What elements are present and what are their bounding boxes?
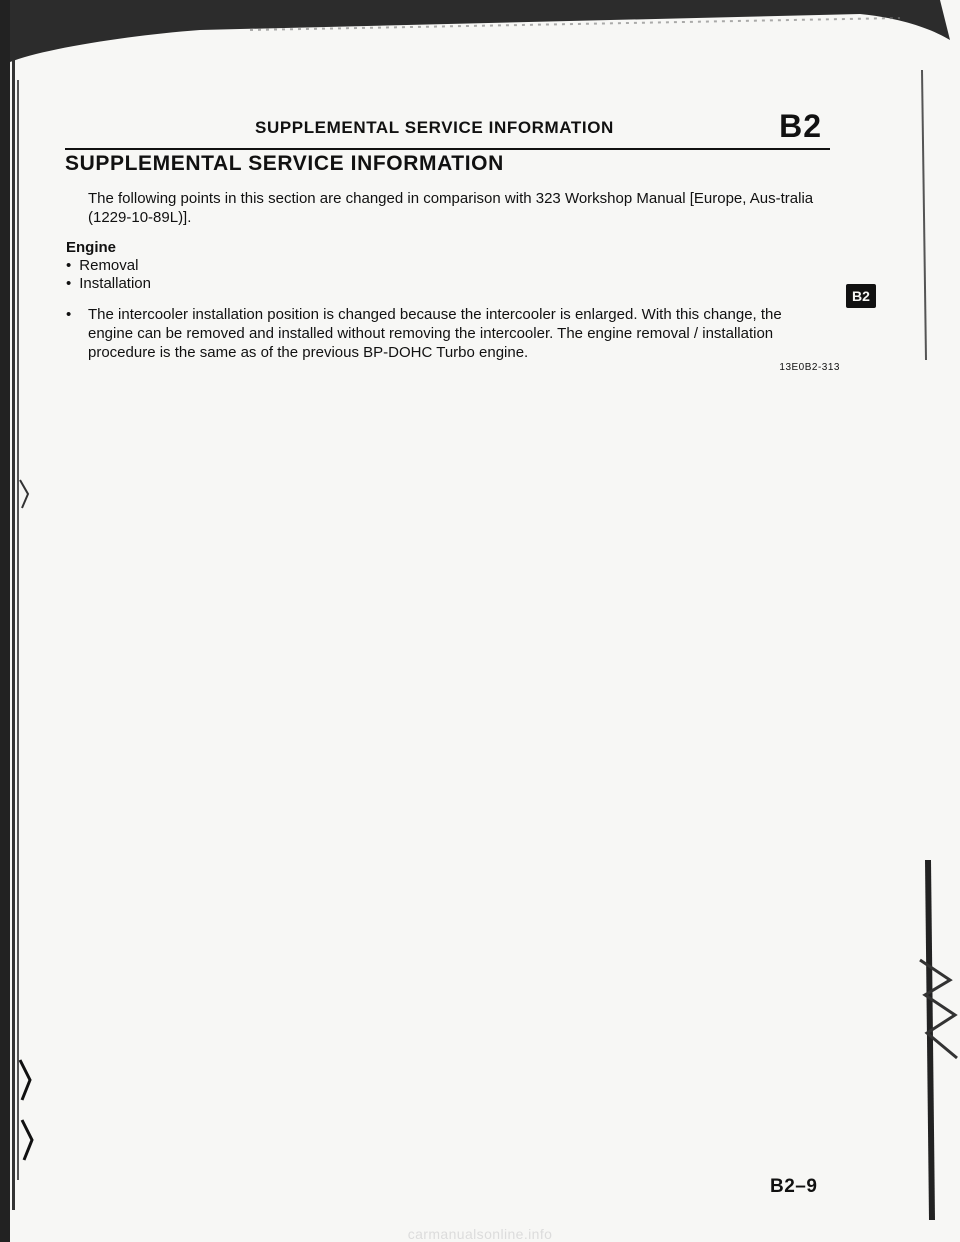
list-item: • Removal <box>66 257 151 275</box>
watermark: carmanualsonline.info <box>407 1226 553 1242</box>
intro-paragraph: The following points in this section are changed in comparison with 323 Workshop Manual [Europe, Aus-tralia (1229-10-89L)]. <box>88 190 814 226</box>
page-number: B2–9 <box>770 1176 818 1197</box>
scan-artifact-left-binding <box>0 0 40 1242</box>
scan-artifact-top <box>0 0 960 70</box>
section-title: SUPPLEMENTAL SERVICE INFORMATION <box>65 152 504 175</box>
engine-bullet-list <box>66 257 151 293</box>
section-code: B2 <box>779 108 822 144</box>
list-item: • Installation <box>66 275 151 293</box>
running-header <box>65 108 830 150</box>
bullet-icon: • <box>66 306 72 323</box>
scan-artifact-right-edge <box>900 0 960 1242</box>
section-tab-badge: B2 <box>846 284 876 308</box>
document-code: 13E0B2-313 <box>779 362 840 373</box>
intercooler-note-text: The intercooler installation position is changed because the intercooler is enlarged. With this change, the engine can be removed and installed without removing the intercooler. The engine removal / installation procedure is the same as of the previous BP-DOHC Turbo engine. <box>88 306 782 361</box>
intercooler-note <box>66 305 826 362</box>
running-title: SUPPLEMENTAL SERVICE INFORMATION <box>255 118 614 137</box>
engine-subheading: Engine <box>66 239 117 256</box>
